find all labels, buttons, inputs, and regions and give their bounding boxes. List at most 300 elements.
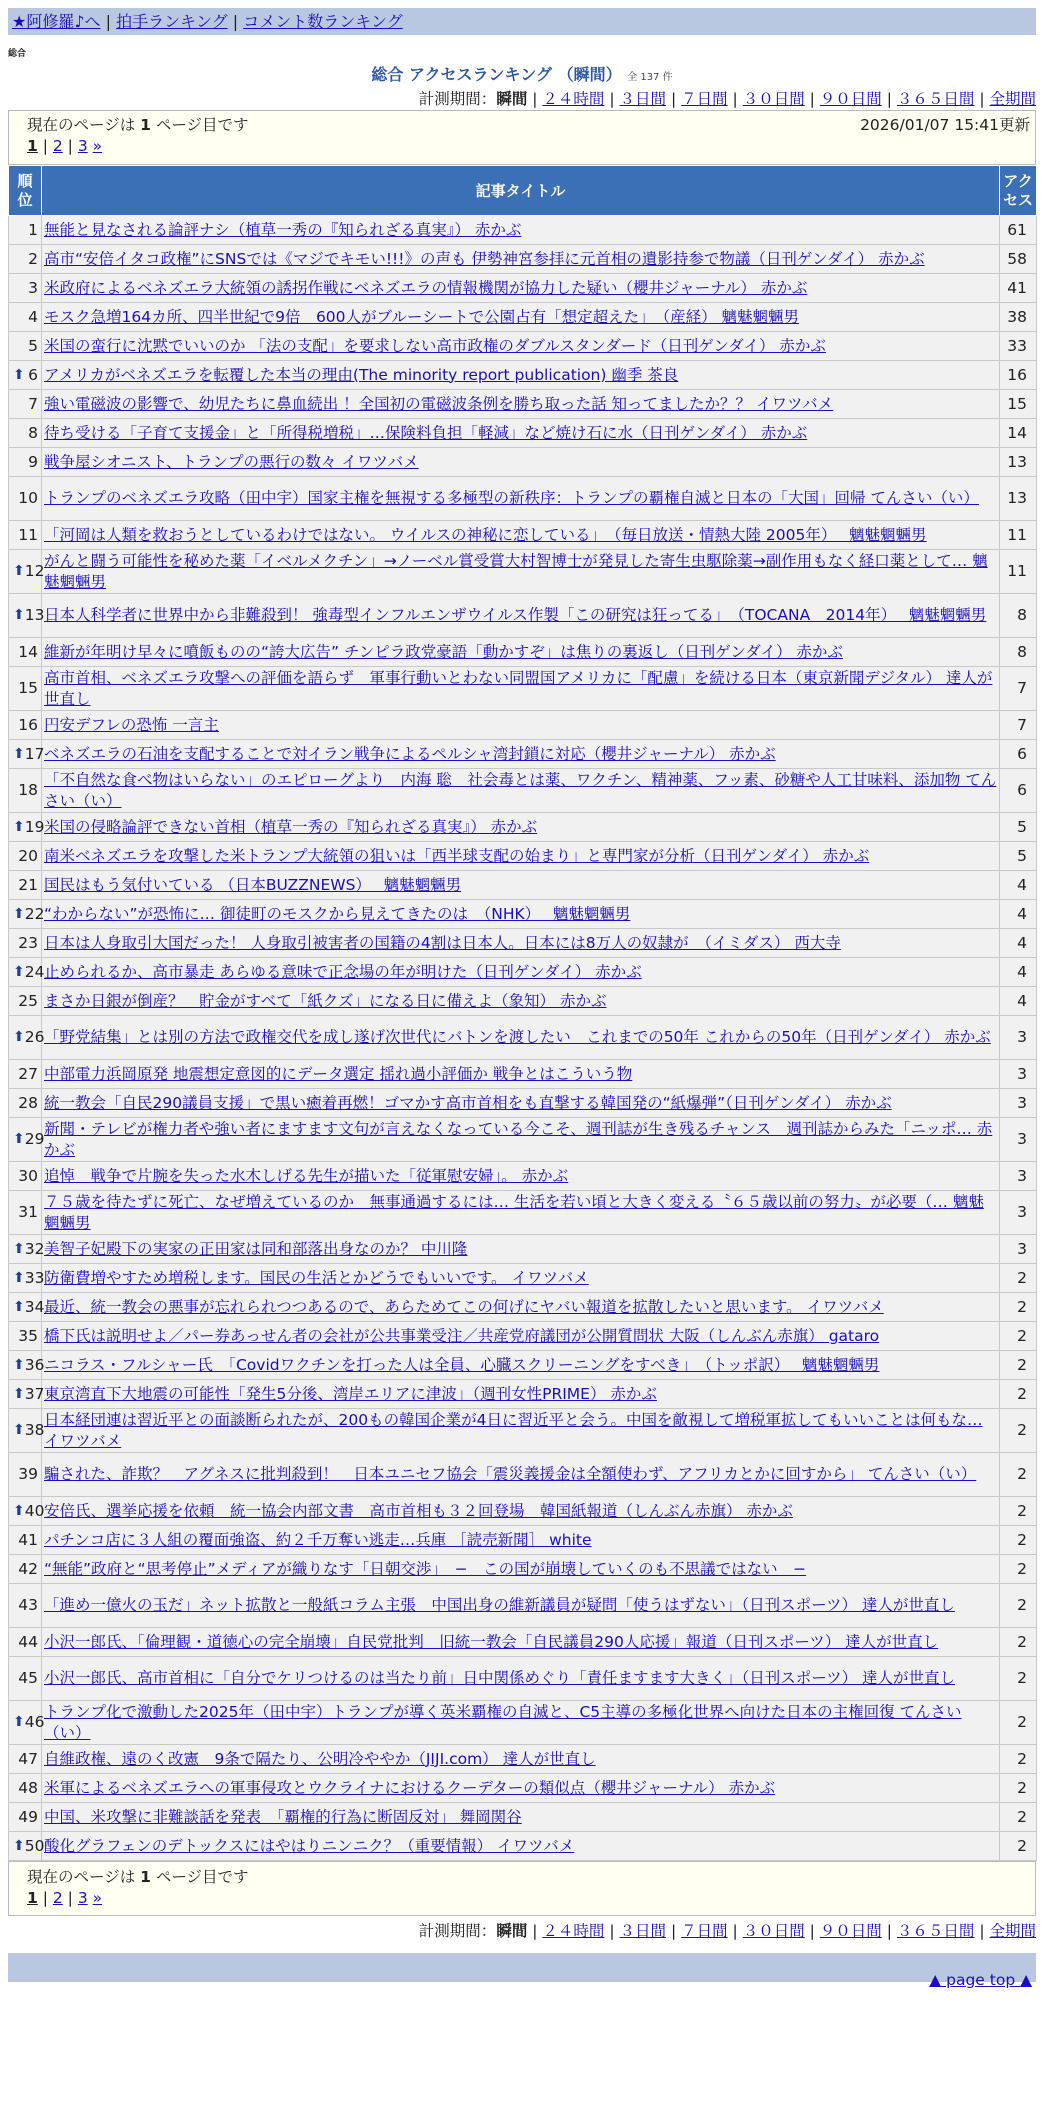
title-cell (42, 1409, 1000, 1453)
article-title-link[interactable]: 戦争屋シオニスト、トランプの悪行の数々 イワツバメ (44, 452, 419, 471)
title-cell (42, 361, 1000, 390)
section-label: 総合 (8, 49, 27, 59)
home-link[interactable]: ★阿修羅♪へ (12, 12, 101, 31)
access-count-cell: 14 (1000, 419, 1037, 448)
rank-up-arrow-icon: ⬆ (13, 1356, 25, 1373)
title-cell (42, 245, 1000, 274)
rank-cell (9, 1555, 42, 1584)
title-cell (42, 987, 1000, 1016)
pager-next-link[interactable]: » (92, 1889, 103, 1907)
article-title-link[interactable]: 円安デフレの恐怖 一言主 (44, 715, 219, 734)
rank-up-arrow-icon: ⬆ (13, 745, 25, 762)
table-row (9, 1657, 1037, 1701)
article-title-link[interactable]: 安倍氏、選挙応援を依頼 統一協会内部文書 高市首相も３２回登場 韓国紙報道（しんぶん赤旗） 赤かぶ (44, 1501, 793, 1520)
rank-number: 14 (18, 642, 38, 661)
table-row (9, 1745, 1037, 1774)
article-title-link[interactable]: 南米ベネズエラを攻撃した米トランプ大統領の狙いは「西半球支配の始まり」と専門家が分析（日刊ゲンダイ） 赤かぶ (44, 846, 870, 865)
article-title-link[interactable]: 米軍によるベネズエラへの軍事侵攻とウクライナにおけるクーデターの類似点（櫻井ジャーナル） 赤かぶ (44, 1778, 776, 1797)
access-count-cell: 5 (1000, 842, 1037, 871)
access-count-cell: 2 (1000, 1293, 1037, 1322)
title-cell (42, 303, 1000, 332)
article-title-link[interactable]: 高市“安倍イタコ政権”にSNSでは《マジでキモい!!!》の声も 伊勢神宮参拝に元首相の遺影持参で物議（日刊ゲンダイ） 赤かぶ (44, 249, 925, 268)
rank-number: 4 (28, 307, 38, 326)
title-cell (42, 1162, 1000, 1191)
table-row (9, 1497, 1037, 1526)
title-cell (42, 1657, 1000, 1701)
rank-cell (9, 769, 42, 813)
clap-ranking-link[interactable]: 拍手ランキング (116, 12, 228, 31)
rank-number: 43 (18, 1596, 38, 1614)
rank-number: 36 (24, 1355, 45, 1374)
rank-number: 23 (18, 933, 38, 952)
rank-number: 40 (24, 1501, 45, 1520)
period-separator: | (727, 90, 743, 108)
article-title-link[interactable]: トランプ化で激動した2025年（田中宇）トランプが導く英米覇権の自滅と、C5主導の多極化世界へ向けた日本の主権回復 てんさい（い） (44, 1702, 962, 1742)
table-row (9, 740, 1037, 769)
rank-up-arrow-icon: ⬆ (13, 1422, 25, 1438)
article-title-link[interactable]: 「進め一億火の玉だ」ネット拡散と一般紙コラム主張 中国出身の維新議員が疑問「使うはずない」（日刊スポーツ） 達人が世直し (44, 1596, 955, 1614)
article-title-link[interactable]: 小沢一郎氏、「倫理観・道徳心の完全崩壊」自民党批判 旧統一教会「自民議員290人応援」報道（日刊スポーツ） 達人が世直し (44, 1632, 939, 1651)
rank-number: 44 (18, 1632, 38, 1651)
rank-number: 9 (28, 452, 38, 471)
access-count-cell: 2 (1000, 1555, 1037, 1584)
table-row (9, 1453, 1037, 1497)
access-count-cell: 2 (1000, 1774, 1037, 1803)
access-count-cell: 3 (1000, 1060, 1037, 1089)
article-title-link[interactable]: 酸化グラフェンのデトックスにはやはりニンニク？（重要情報） イワツバメ (44, 1836, 575, 1855)
title-cell (42, 871, 1000, 900)
access-count-cell: 15 (1000, 390, 1037, 419)
article-title-link[interactable]: 新聞・テレビが権力者や強い者にますます文句が言えなくなっている今こそ、週刊誌が生き残るチャンス 週刊誌からみた「ニッポ… 赤かぶ (44, 1119, 993, 1159)
article-title-link[interactable]: がんと闘う可能性を秘めた薬「イベルメクチン」→ノーベル賞受賞大村智博士が発見した寄生虫駆除薬→副作用もなく経口薬として… 魑魅魍魎男 (44, 551, 988, 591)
rank-cell (9, 1322, 42, 1351)
title-cell (42, 1264, 1000, 1293)
article-title-link[interactable]: 日本経団連は習近平との面談断られたが、200もの韓国企業が4日に習近平と会う。中国を敵視して増税軍拡してもいいことは何もな… イワツバメ (44, 1410, 983, 1450)
rank-cell (9, 245, 42, 274)
rank-number: 31 (18, 1203, 38, 1221)
title-cell (42, 1089, 1000, 1118)
article-title-link[interactable]: 追悼 戦争で片腕を失った水木しげる先生が描いた「従軍慰安婦」。 赤かぶ (44, 1166, 569, 1185)
article-title-link[interactable]: 国民はもう気付いている （日本BUZZNEWS） 魑魅魍魎男 (44, 875, 462, 894)
access-count-cell: 2 (1000, 1322, 1037, 1351)
access-count-cell: 8 (1000, 594, 1037, 638)
table-row (9, 1264, 1037, 1293)
access-count-cell: 3 (1000, 1016, 1037, 1060)
rank-cell (9, 667, 42, 711)
page-info-prefix: 現在のページは (27, 116, 141, 134)
pager-link-3[interactable]: 3 (77, 137, 88, 155)
title-cell (42, 711, 1000, 740)
rank-number: 7 (28, 394, 38, 413)
rank-number: 26 (24, 1028, 45, 1046)
rank-cell (9, 1016, 45, 1060)
access-count-cell: 16 (1000, 361, 1037, 390)
rank-number: 34 (24, 1297, 45, 1316)
title-cell (42, 550, 1000, 594)
rank-number: 49 (18, 1807, 38, 1826)
title-cell (42, 1016, 1000, 1060)
top-nav-bar (8, 8, 1036, 35)
rank-cell (9, 1191, 42, 1235)
rank-number: 16 (18, 715, 38, 734)
rank-number: 47 (18, 1749, 38, 1768)
rank-cell (9, 638, 42, 667)
rank-cell (9, 813, 45, 842)
title-cell (42, 521, 1000, 550)
rank-number: 18 (18, 781, 38, 799)
table-row (9, 419, 1037, 448)
article-title-link[interactable]: モスク急増164カ所、四半世紀で9倍 600人がブルーシートで公園占有「想定超えた」 （産経） 魑魅魍魎男 (44, 307, 800, 326)
rank-cell (9, 1745, 42, 1774)
access-count-cell: 4 (1000, 871, 1037, 900)
table-row (9, 1322, 1037, 1351)
table-row (9, 1803, 1037, 1832)
page-info-bottom (27, 1865, 249, 1887)
table-row (9, 987, 1037, 1016)
title-cell (42, 1745, 1000, 1774)
table-row (9, 842, 1037, 871)
table-row (9, 1526, 1037, 1555)
article-title-link[interactable]: アメリカがベネズエラを転覆した本当の理由(The minority report publication) 幽季 茶良 (44, 365, 679, 384)
title-cell (42, 594, 1000, 638)
period-separator: | (974, 1922, 990, 1940)
rank-number: 32 (24, 1239, 45, 1258)
access-count-cell: 61 (1000, 216, 1037, 245)
access-count-cell: 2 (1000, 1657, 1037, 1701)
table-row (9, 638, 1037, 667)
table-row (9, 1191, 1037, 1235)
rank-cell (9, 1701, 45, 1745)
title-cell (42, 1453, 1000, 1497)
title-cell (42, 1293, 1000, 1322)
access-count-cell: 33 (1000, 332, 1037, 361)
rank-cell (9, 550, 45, 594)
title-cell (42, 638, 1000, 667)
period-link-6[interactable]: 全期間 (989, 1922, 1036, 1940)
article-title-link[interactable]: ベネズエラの石油を支配することで対イラン戦争によるペルシャ湾封鎖に対応（櫻井ジャーナル） 赤かぶ (44, 744, 776, 763)
table-row (9, 245, 1037, 274)
rank-cell (9, 1351, 45, 1380)
rank-up-arrow-icon: ⬆ (13, 905, 25, 922)
article-title-link[interactable]: 「不自然な食べ物はいらない」のエピローグより 内海 聡 社会毒とは薬、ワクチン、精神薬、フッ素、砂糖や人工甘味料、添加物 てんさい（い） (44, 770, 997, 810)
title-cell (42, 929, 1000, 958)
table-row (9, 448, 1037, 477)
table-row (9, 1089, 1037, 1118)
title-cell (42, 769, 1000, 813)
title-cell (42, 1555, 1000, 1584)
article-title-link[interactable]: 強い電磁波の影響で、幼児たちに鼻血続出 ！全国初の電磁波条例を勝ち取った話 知ってましたか？？ イワツバメ (44, 394, 834, 413)
period-link-1[interactable]: ３日間 (619, 1922, 667, 1940)
rank-number: 19 (24, 817, 45, 836)
pager-link-2[interactable]: 2 (52, 137, 63, 155)
period-link-5[interactable]: ３６５日間 (896, 90, 975, 108)
article-title-link[interactable]: 小沢一郎氏、高市首相に「自分でケリつけるのは当たり前」日中関係めぐり「責任ますます大きく」（日刊スポーツ） 達人が世直し (44, 1669, 956, 1687)
period-separator: | (881, 1922, 897, 1940)
rank-number: 5 (28, 336, 38, 355)
rank-cell (9, 594, 45, 638)
article-title-link[interactable]: ７５歳を待たずに死亡、なぜ増えているのか 無事通過するには… 生活を若い頃と大きく変える〝６５歳以前の努力〟が必要（… 魑魅魍魎男 (44, 1192, 984, 1232)
table-row (9, 1628, 1037, 1657)
period-current: 瞬間 (496, 90, 528, 108)
table-row (9, 1701, 1037, 1745)
title-cell (42, 274, 1000, 303)
article-title-link[interactable]: 止められるか、高市暴走 あらゆる意味で正念場の年が明けた（日刊ゲンダイ） 赤かぶ (44, 962, 642, 981)
access-count-cell: 2 (1000, 1745, 1037, 1774)
title-cell (42, 1774, 1000, 1803)
table-row (9, 1016, 1037, 1060)
rank-cell (9, 871, 42, 900)
title-cell (42, 900, 1000, 929)
pager-link-2[interactable]: 2 (52, 1889, 63, 1907)
period-separator: | (666, 1922, 682, 1940)
table-row (9, 477, 1037, 521)
article-title-link[interactable]: 橋下氏は説明せよ／パー券あっせん者の会社が公共事業受注／共産党府議団が公開質問状 大阪（しんぶん赤旗） gataro (44, 1326, 880, 1345)
rank-cell (9, 1162, 42, 1191)
article-title-link[interactable]: “無能”政府と“思考停止”メディアが織りなす「日朝交渉」 − この国が崩壊していくのも不思議ではない − (44, 1559, 807, 1578)
rank-up-arrow-icon: ⬆ (13, 1298, 25, 1315)
rank-cell (9, 419, 42, 448)
article-title-link[interactable]: 米国の蛮行に沈黙でいいのか 「法の支配」を要求しない高市政権のダブルスタンダード（日刊ゲンダイ） 赤かぶ (44, 336, 826, 355)
period-label: 計測期間： (418, 1922, 497, 1940)
rank-number: 35 (18, 1326, 38, 1345)
article-title-link[interactable]: 日本は人身取引大国だった！ 人身取引被害者の国籍の4割は日本人。日本には8万人の奴隷が （イミダス） 西大寺 (44, 933, 841, 952)
rank-cell (9, 1803, 42, 1832)
period-link-4[interactable]: ９０日間 (819, 90, 882, 108)
rank-cell (9, 1293, 45, 1322)
article-title-link[interactable]: 「河岡は人類を救おうとしているわけではない。 ウイルスの神秘に恋している」 （毎日放送・情熱大陸 2005年） 魑魅魍魎男 (44, 525, 927, 544)
rank-cell (9, 1497, 45, 1526)
access-count-cell: 3 (1000, 1191, 1037, 1235)
comment-ranking-link[interactable]: コメント数ランキング (243, 12, 403, 31)
rank-up-arrow-icon: ⬆ (13, 818, 25, 835)
rank-cell (9, 1628, 42, 1657)
article-title-link[interactable]: 美智子妃殿下の実家の正田家は同和部落出身なのか？ 中川隆 (44, 1239, 468, 1258)
pager-top (27, 137, 102, 155)
table-row (9, 1162, 1037, 1191)
table-row (9, 1293, 1037, 1322)
access-count-cell: 11 (1000, 550, 1037, 594)
period-link-5[interactable]: ３６５日間 (896, 1922, 975, 1940)
rank-cell (9, 361, 42, 390)
pager-link-3[interactable]: 3 (77, 1889, 88, 1907)
table-row (9, 711, 1037, 740)
rank-number: 46 (24, 1713, 45, 1731)
rank-cell (9, 1453, 42, 1497)
pager-current: 1 (27, 137, 38, 155)
rank-cell (9, 842, 42, 871)
table-row (9, 550, 1037, 594)
period-separator: | (604, 90, 620, 108)
rank-up-arrow-icon: ⬆ (13, 963, 25, 980)
rank-number: 22 (24, 904, 45, 923)
rank-cell (9, 1380, 45, 1409)
table-row (9, 1118, 1037, 1162)
table-row (9, 1380, 1037, 1409)
rank-up-arrow-icon: ⬆ (13, 1714, 25, 1730)
title-cell (42, 1526, 1000, 1555)
table-row (9, 361, 1037, 390)
access-count-cell: 2 (1000, 1701, 1037, 1745)
access-count-cell: 7 (1000, 667, 1037, 711)
title-cell (42, 1118, 1000, 1162)
period-link-2[interactable]: ７日間 (681, 1922, 728, 1940)
period-link-1[interactable]: ３日間 (619, 90, 667, 108)
rank-number: 24 (24, 962, 45, 981)
page-info-suffix: ページ目です (150, 116, 249, 134)
rank-number: 45 (18, 1669, 38, 1687)
rank-cell (9, 1264, 45, 1293)
article-title-link[interactable]: 統一教会「自民290議員支援」で黒い癒着再燃！ゴマかす高市首相をも直撃する韓国発の“紙爆弾”（日刊ゲンダイ） 赤かぶ (44, 1093, 892, 1112)
access-count-cell: 13 (1000, 448, 1037, 477)
period-separator: | (727, 1922, 743, 1940)
rank-cell (9, 958, 45, 987)
article-title-link[interactable]: 「野党結集」とは別の方法で政権交代を成し遂げ次世代にバトンを渡したい これまでの50年 これからの50年（日刊ゲンダイ） 赤かぶ (44, 1028, 991, 1046)
title-cell (42, 667, 1000, 711)
article-title-link[interactable]: 東京湾直下大地震の可能性「発生5分後、湾岸エリアに津波」（週刊女性PRIME） 赤かぶ (44, 1384, 657, 1403)
ranking-title-text: 総合 アクセスランキング （瞬間） (371, 65, 622, 84)
nav-separator: | (227, 12, 244, 31)
article-title-link[interactable]: 防衛費増やすため増税します。国民の生活とかどうでもいいです。 イワツバメ (44, 1268, 589, 1287)
period-link-6[interactable]: 全期間 (989, 90, 1036, 108)
rank-number: 3 (28, 278, 38, 297)
pager-next-link[interactable]: » (92, 137, 103, 155)
page-info-page: 1 (140, 1868, 151, 1886)
article-title-link[interactable]: 日本人科学者に世界中から非難殺到！ 強毒型インフルエンザウイルス作製「この研究は狂ってる」 （TOCANA 2014年） 魑魅魍魎男 (44, 606, 987, 624)
access-count-cell: 41 (1000, 274, 1037, 303)
pager-separator: | (62, 137, 78, 155)
nav-separator: | (100, 12, 117, 31)
title-cell (42, 1380, 1000, 1409)
rank-up-arrow-icon: ⬆ (13, 607, 25, 623)
title-cell (42, 1628, 1000, 1657)
rank-number: 28 (18, 1093, 38, 1112)
article-title-link[interactable]: “わからない”が恐怖に… 御徒町のモスクから見えてきたのは （NHK） 魑魅魍魎男 (44, 904, 631, 923)
pager-bottom (27, 1889, 102, 1907)
article-title-link[interactable]: ニコラス・フルシャー氏 「Covidワクチンを打った人は全員、心臓スクリーニングをすべき」 （トッポ訳） 魑魅魍魎男 (44, 1355, 880, 1374)
page-info-suffix: ページ目です (150, 1868, 249, 1886)
access-count-cell: 2 (1000, 1380, 1037, 1409)
rank-number: 20 (18, 846, 38, 865)
article-title-link[interactable]: まさか日銀が倒産？ 貯金がすべて「紙クズ」になる日に備えよ（象知） 赤かぶ (44, 991, 607, 1010)
access-count-cell: 7 (1000, 711, 1037, 740)
article-title-link[interactable]: パチンコ店に３人組の覆面強盗、約２千万奪い逃走…兵庫 ［読売新聞］ white (44, 1530, 592, 1549)
pager-separator: | (37, 1889, 53, 1907)
rank-number: 6 (28, 365, 38, 384)
title-cell (42, 390, 1000, 419)
pager-current: 1 (27, 1889, 38, 1907)
period-link-0[interactable]: ２４時間 (542, 1922, 605, 1940)
period-link-4[interactable]: ９０日間 (819, 1922, 882, 1940)
table-row (9, 594, 1037, 638)
rank-cell (9, 1409, 45, 1453)
rank-cell (9, 711, 42, 740)
rank-cell (9, 303, 42, 332)
rank-cell (9, 521, 42, 550)
title-cell (42, 813, 1000, 842)
table-row (9, 521, 1037, 550)
period-separator: | (881, 90, 897, 108)
period-link-3[interactable]: ３０日間 (742, 90, 805, 108)
period-separator: | (804, 90, 820, 108)
access-count-cell: 2 (1000, 1584, 1037, 1628)
article-title-link[interactable]: 中国、米攻撃に非難談話を発表 「覇権的行為に断固反対」 舞岡関谷 (44, 1807, 522, 1826)
period-selector-bottom (419, 1919, 1036, 1941)
access-count-cell: 38 (1000, 303, 1037, 332)
article-title-link[interactable]: トランプのベネズエラ攻略（田中宇）国家主権を無視する多極型の新秩序：トランプの覇権自滅と日本の「大国」回帰 てんさい（い） (44, 489, 979, 507)
title-cell (42, 1584, 1000, 1628)
rank-cell (9, 1584, 42, 1628)
table-row (9, 332, 1037, 361)
rank-cell (9, 448, 42, 477)
article-title-link[interactable]: 米国の侵略論評できない首相（植草一秀の『知られざる真実』） 赤かぶ (44, 817, 538, 836)
title-cell (42, 958, 1000, 987)
period-link-2[interactable]: ７日間 (681, 90, 728, 108)
rank-number: 15 (18, 679, 38, 697)
access-count-cell: 58 (1000, 245, 1037, 274)
page-top-link[interactable]: ▲ page top ▲ (929, 1971, 1032, 1989)
article-title-link[interactable]: 無能と見なされる論評ナシ（植草一秀の『知られざる真実』） 赤かぶ (44, 220, 522, 239)
article-title-link[interactable]: 自維政権、遠のく改憲 9条で隔たり、公明冷ややか（JIJI.com） 達人が世直し (44, 1749, 596, 1768)
access-count-cell: 11 (1000, 521, 1037, 550)
ranking-table (8, 165, 1037, 1861)
article-title-link[interactable]: 米政府によるベネズエラ大統領の誘拐作戦にベネズエラの情報機関が協力した疑い（櫻井ジャーナル） 赤かぶ (44, 278, 808, 297)
rank-number: 39 (18, 1465, 38, 1483)
article-title-link[interactable]: 維新が年明け早々に噴飯ものの“誇大広告” チンピラ政党豪語「動かすぞ」は焦りの裏返し（日刊ゲンダイ） 赤かぶ (44, 642, 843, 661)
rank-up-arrow-icon: ⬆ (13, 1269, 25, 1286)
access-count-cell: 3 (1000, 1118, 1037, 1162)
table-row (9, 667, 1037, 711)
access-count-cell: 4 (1000, 987, 1037, 1016)
table-row (9, 1060, 1037, 1089)
article-title-link[interactable]: 待ち受ける「子育て支援金」と「所得税増税」…保険料負担「軽減」など焼け石に水（日刊ゲンダイ） 赤かぶ (44, 423, 808, 442)
article-title-link[interactable]: 騙された、詐欺？ アグネスに批判殺到！ 日本ユニセフ協会「震災義援金は全額使わず、アフリカとかに回すから」 てんさい（い） (44, 1465, 977, 1483)
pager-separator: | (62, 1889, 78, 1907)
rank-cell (9, 900, 45, 929)
rank-up-arrow-icon: ⬆ (13, 1029, 25, 1045)
access-header: アクセス (1000, 166, 1037, 216)
rank-up-arrow-icon: ⬆ (13, 1240, 25, 1257)
period-selector-top (419, 87, 1036, 109)
rank-number: 37 (24, 1384, 45, 1403)
rank-up-arrow-icon: ⬆ (13, 563, 25, 579)
article-title-link[interactable]: 最近、統一教会の悪事が忘れられつつあるので、あらためてこの何げにヤバい報道を拡散したいと思います。 イワツバメ (44, 1297, 884, 1316)
footer-bar (8, 1953, 1036, 1982)
period-link-0[interactable]: ２４時間 (542, 90, 605, 108)
period-separator: | (532, 1922, 543, 1940)
title-cell (42, 332, 1000, 361)
access-count-cell: 4 (1000, 958, 1037, 987)
page-info-page: 1 (140, 116, 151, 134)
title-cell (42, 1803, 1000, 1832)
title-cell (42, 216, 1000, 245)
access-count-cell: 2 (1000, 1453, 1037, 1497)
article-title-link[interactable]: 中部電力浜岡原発 地震想定意図的にデータ選定 揺れ過小評価か 戦争とはこういう物 (44, 1064, 633, 1083)
access-count-cell: 2 (1000, 1409, 1037, 1453)
rank-number: 29 (24, 1130, 45, 1148)
access-count-cell: 13 (1000, 477, 1037, 521)
table-row (9, 303, 1037, 332)
table-row (9, 274, 1037, 303)
table-row (9, 813, 1037, 842)
title-cell (42, 1235, 1000, 1264)
table-row (9, 1584, 1037, 1628)
period-separator: | (804, 1922, 820, 1940)
period-link-3[interactable]: ３０日間 (742, 1922, 805, 1940)
article-title-link[interactable]: 高市首相、ベネズエラ攻撃への評価を語らず 軍事行動いとわない同盟国アメリカに「配慮」を続ける日本（東京新聞デジタル） 達人が世直し (44, 668, 993, 708)
access-count-cell: 6 (1000, 769, 1037, 813)
period-current: 瞬間 (496, 1922, 528, 1940)
rank-cell (9, 1774, 42, 1803)
